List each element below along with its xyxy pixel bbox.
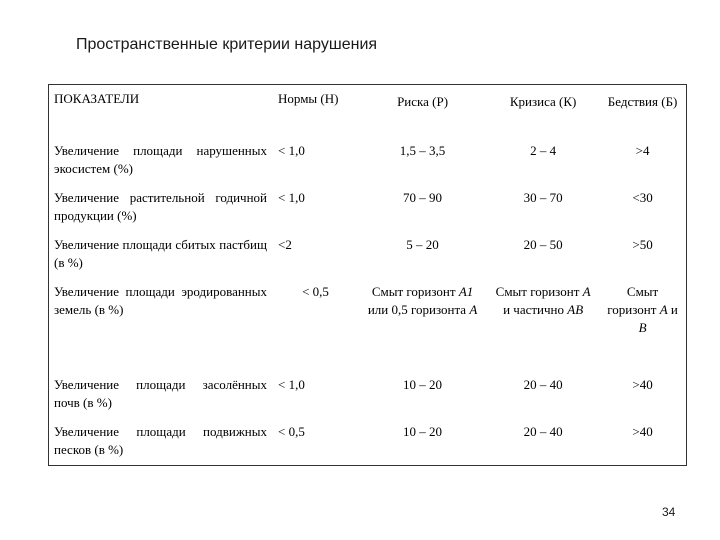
disaster-cell: >40: [632, 377, 653, 392]
header-indicators: ПОКАЗАТЕЛИ: [54, 91, 140, 106]
risk-cell: 70 – 90: [403, 190, 443, 205]
horizon-a-label: A: [582, 284, 591, 299]
risk-text-mid: или 0,5 горизонта: [367, 302, 470, 317]
disaster-cell: <30: [632, 190, 653, 205]
disaster-cell: >40: [632, 424, 653, 439]
indicator-cell: Увеличение площади нарушенных экосистем (%): [54, 143, 267, 176]
risk-cell: 5 – 20: [406, 237, 439, 252]
table-row: [49, 278, 687, 371]
risk-cell: 10 – 20: [403, 377, 443, 392]
disaster-cell: [599, 278, 686, 371]
risk-text-pre: Смыт горизонт: [371, 284, 459, 299]
crisis-cell: 20 – 50: [523, 237, 563, 252]
horizon-ab-label: AB: [567, 302, 584, 317]
criteria-table: [48, 84, 687, 466]
norm-cell: < 1,0: [278, 377, 305, 392]
crisis-cell: 2 – 4: [530, 143, 557, 158]
norm-cell: < 0,5: [278, 424, 305, 439]
crisis-cell: 20 – 40: [523, 377, 563, 392]
risk-cell: [358, 278, 487, 371]
crisis-text-pre: Смыт горизонт: [495, 284, 583, 299]
indicator-cell: Увеличение площади сбитых пастбищ (в %): [54, 237, 267, 270]
crisis-text-mid: и частично: [503, 302, 568, 317]
horizon-a1-label: A1: [458, 284, 474, 299]
crisis-cell: 20 – 40: [523, 424, 563, 439]
horizon-a-label: A: [659, 302, 668, 317]
norm-cell: < 0,5: [302, 284, 329, 299]
header-norm: Нормы (Н): [278, 91, 339, 106]
horizon-a-label: A: [469, 302, 478, 317]
risk-cell: 10 – 20: [403, 424, 443, 439]
norm-cell: < 1,0: [278, 143, 305, 158]
indicator-cell: Увеличение площади подвижных песков (в %): [54, 424, 267, 457]
norm-cell: < 1,0: [278, 190, 305, 205]
table-row: [49, 371, 687, 418]
header-risk: Риска (Р): [397, 94, 449, 109]
disaster-text-mid: и: [667, 302, 678, 317]
table-row: [49, 418, 687, 466]
indicator-cell: Увеличение площади эродированных земель (в %): [54, 284, 267, 317]
crisis-cell: 30 – 70: [523, 190, 563, 205]
disaster-cell: >4: [635, 143, 650, 158]
header-disaster: Бедствия (Б): [607, 94, 678, 109]
table-row: [49, 231, 687, 278]
table-row: [49, 137, 687, 184]
indicator-cell: Увеличение растительной годичной продукции (%): [54, 190, 267, 223]
disaster-text-pre: Смыт горизонт: [607, 284, 660, 317]
slide-title: Пространственные критерии нарушения: [76, 36, 378, 53]
norm-cell: <2: [278, 237, 292, 252]
crisis-cell: [487, 278, 599, 371]
horizon-b-label: B: [638, 320, 647, 335]
page-number: 34: [662, 505, 676, 519]
risk-cell: 1,5 – 3,5: [399, 143, 446, 158]
header-crisis: Кризиса (К): [509, 94, 577, 109]
table-header-row: [49, 85, 687, 138]
table-row: [49, 184, 687, 231]
disaster-cell: >50: [632, 237, 653, 252]
indicator-cell: Увеличение площади засолённых почв (в %): [54, 377, 267, 410]
